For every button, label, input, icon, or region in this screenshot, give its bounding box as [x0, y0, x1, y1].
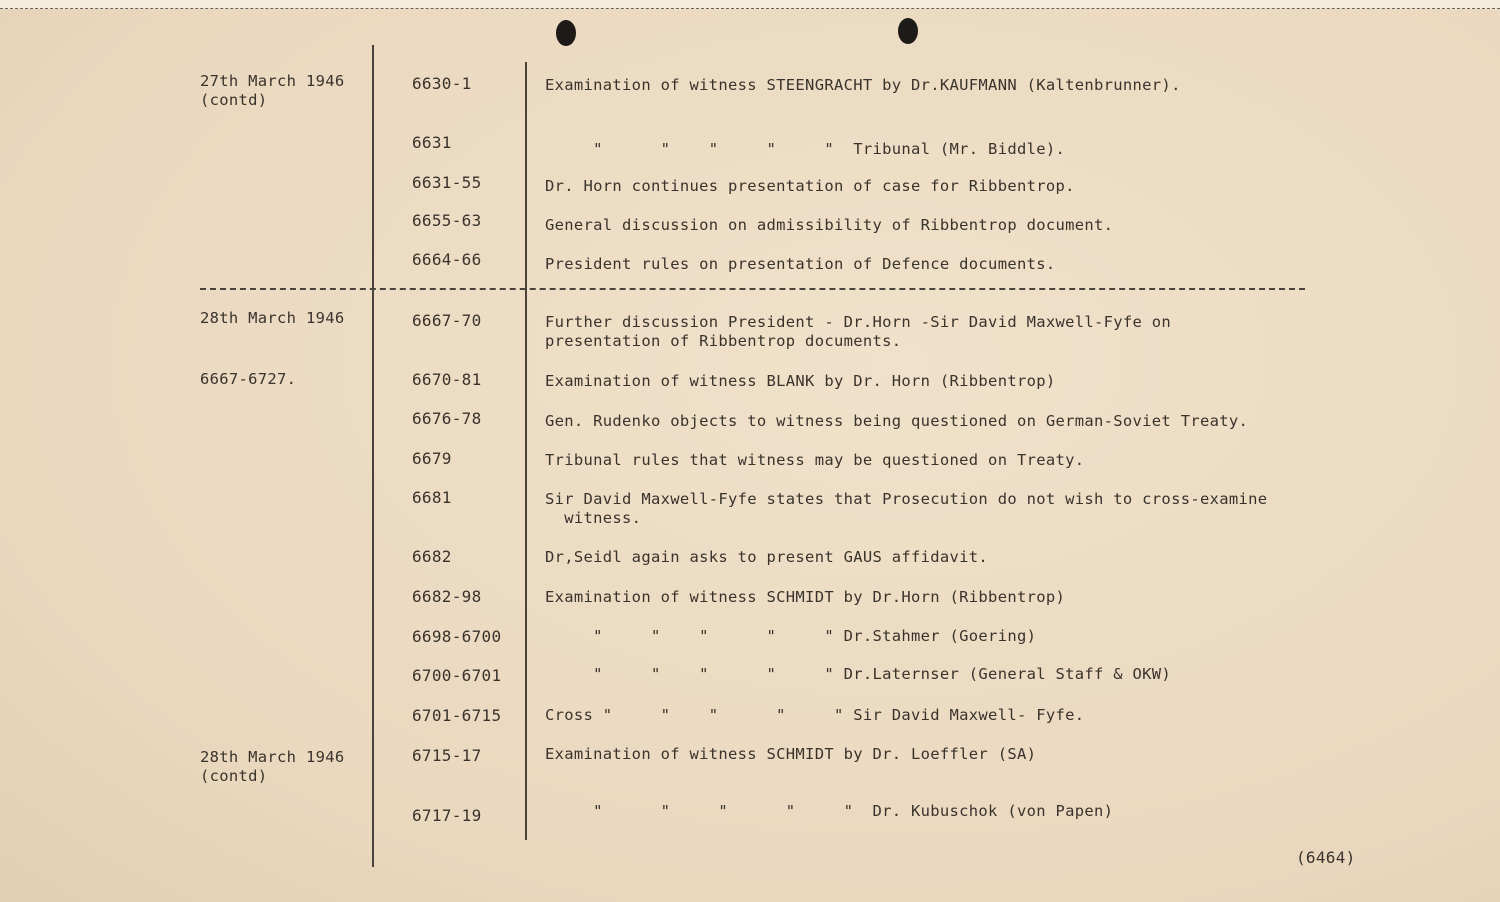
page-range-cell: 6701-6715 [412, 706, 502, 725]
column-divider-pages [525, 62, 527, 840]
date-cell: 27th March 1946 (contd) [200, 72, 345, 109]
entry-text: Dr,Seidl again asks to present GAUS affidavit. [545, 548, 989, 566]
page-range-cell: 6631 [412, 133, 452, 152]
page-range-cell: 6631-55 [412, 173, 482, 192]
entry-text: Examination of witness BLANK by Dr. Horn (Ribbentrop) [545, 372, 1056, 390]
page-range-cell: 6679 [412, 449, 452, 468]
page-range-cell: 6682-98 [412, 587, 482, 606]
entry-text: General discussion on admissibility of Ribbentrop document. [545, 216, 1114, 234]
column-divider-date [372, 45, 374, 867]
page-range-cell: 6655-63 [412, 211, 482, 230]
date-cell: 28th March 1946 [200, 309, 345, 327]
entry-text: Dr. Horn continues presentation of case for Ribbentrop. [545, 177, 1075, 195]
punch-hole [556, 20, 576, 46]
page-range-cell: 6630-1 [412, 74, 472, 93]
section-divider [200, 288, 1305, 290]
entry-text: Tribunal rules that witness may be questioned on Treaty. [545, 451, 1085, 469]
entry-text: Examination of witness STEENGRACHT by Dr.KAUFMANN (Kaltenbrunner). [545, 76, 1181, 94]
entry-text: President rules on presentation of Defence documents. [545, 255, 1056, 273]
page-top-edge [0, 0, 1500, 9]
page-range-cell: 6717-19 [412, 806, 482, 825]
date-cell: 6667-6727. [200, 370, 297, 388]
page-range-cell: 6670-81 [412, 370, 482, 389]
page-range-cell: 6700-6701 [412, 666, 502, 685]
entry-text: Cross " " " " " Sir David Maxwell- Fyfe. [545, 706, 1085, 724]
page-number: (6464) [1296, 848, 1356, 867]
entry-text: " " " " " Dr.Stahmer (Goering) [545, 627, 1037, 645]
entry-text: Examination of witness SCHMIDT by Dr.Horn (Ribbentrop) [545, 588, 1066, 606]
page-range-cell: 6682 [412, 547, 452, 566]
entry-text: " " " " " Tribunal (Mr. Biddle). [545, 140, 1066, 158]
page-range-cell: 6676-78 [412, 409, 482, 428]
page-range-cell: 6664-66 [412, 250, 482, 269]
punch-hole [898, 18, 918, 44]
page-range-cell: 6698-6700 [412, 627, 502, 646]
page-range-cell: 6715-17 [412, 746, 482, 765]
entry-text: " " " " " Dr.Laternser (General Staff & OKW) [545, 665, 1172, 683]
entry-text: " " " " " Dr. Kubuschok (von Papen) [545, 802, 1114, 820]
entry-text: Examination of witness SCHMIDT by Dr. Loeffler (SA) [545, 745, 1037, 763]
page-range-cell: 6667-70 [412, 311, 482, 330]
entry-text: Further discussion President - Dr.Horn -Sir David Maxwell-Fyfe on presentation of Ribbentrop documents. [545, 313, 1172, 350]
page-range-cell: 6681 [412, 488, 452, 507]
entry-text: Sir David Maxwell-Fyfe states that Prosecution do not wish to cross-examine witness. [545, 490, 1268, 527]
date-cell: 28th March 1946 (contd) [200, 748, 345, 785]
entry-text: Gen. Rudenko objects to witness being questioned on German-Soviet Treaty. [545, 412, 1249, 430]
